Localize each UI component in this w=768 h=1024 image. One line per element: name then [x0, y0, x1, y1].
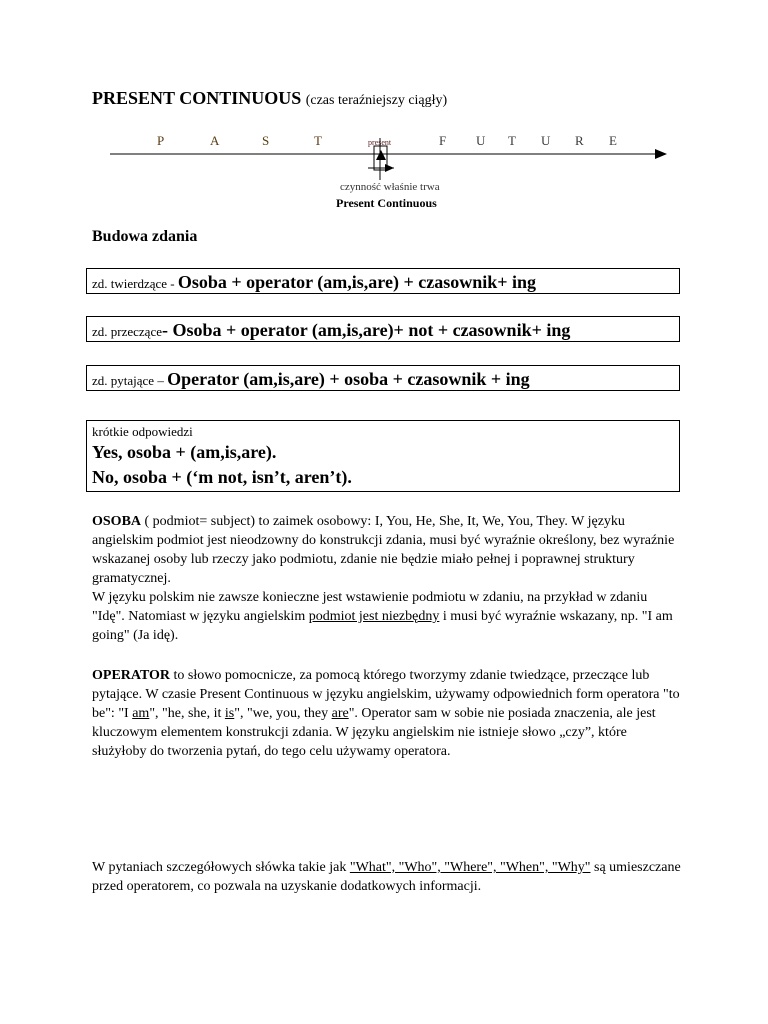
questions-text-1: W pytaniach szczegółowych słówka takie jak [92, 860, 350, 875]
timeline-future-letter: U [476, 133, 486, 148]
short-answer-yes: Yes, osoba + (am,is,are). [92, 442, 277, 462]
question-formula: Operator (am,is,are) + osoba + czasownik + ing [167, 369, 530, 389]
questions-text-2: są umieszczane przed operatorem, co pozwala na uzyskanie dodatkowych informacji. [92, 860, 681, 894]
negative-box [86, 316, 680, 342]
timeline-arrowhead [655, 149, 667, 159]
operator-text-1: to słowo pomocnicze, za pomocą którego tworzymy zdanie twiedzące, przeczące lub pytające. W czasie Present Continuous w języku angielskim, używamy odpowiednich form operatora "to be": "I [92, 668, 680, 721]
timeline-future-letter: E [609, 133, 617, 148]
timeline-label: Present Continuous [336, 196, 437, 210]
section-heading: Budowa zdania [92, 228, 198, 245]
osoba-text-2: W języku polskim nie zawsze konieczne jest wstawienie podmiotu w zdaniu, na przykład w zdaniu "Idę". Natomiast w języku angielskim [92, 590, 648, 624]
short-answers-label: krótkie odpowiedzi [92, 424, 193, 439]
timeline-past-letter: P [157, 133, 165, 148]
operator-am: am [132, 706, 150, 721]
osoba-text-3: i musi być wyraźnie wskazany, np. "I am going" (Ja idę). [92, 609, 673, 643]
question-words: "What", "Who", "Where", "When", "Why" [349, 860, 591, 875]
title-subtitle: (czas teraźniejszy ciągły) [305, 93, 448, 108]
timeline-past-letter: A [210, 133, 220, 148]
timeline-future-letter: F [439, 133, 447, 148]
operator-term: OPERATOR [92, 668, 171, 683]
affirmative-box [86, 268, 680, 294]
short-answers-box [86, 420, 680, 492]
question-label: zd. pytające – [92, 373, 168, 388]
questions-paragraph [92, 858, 682, 896]
operator-are: are [331, 706, 349, 721]
short-answer-no: No, osoba + (‘m not, isn’t, aren’t). [92, 467, 352, 487]
negative-label: zd. przeczące [92, 324, 162, 339]
osoba-underline: podmiot jest niezbędny [308, 609, 440, 624]
affirmative-formula: Osoba + operator (am,is,are) + czasownik+ ing [177, 272, 536, 292]
operator-paragraph [92, 666, 682, 761]
title-main: PRESENT CONTINUOUS [92, 88, 302, 108]
timeline-past-letter: S [262, 133, 270, 148]
timeline-future-letter: T [508, 133, 516, 148]
osoba-paragraph [92, 512, 682, 645]
timeline-future-letter: U [541, 133, 551, 148]
osoba-term: OSOBA [92, 514, 142, 529]
operator-is: is [224, 706, 235, 721]
timeline-present-marker: present [368, 138, 392, 147]
operator-text-3: ", "we, you, they [234, 706, 332, 721]
negative-formula: - Osoba + operator (am,is,are)+ not + czasownik+ ing [162, 320, 571, 340]
present-triangle-up [376, 150, 386, 160]
timeline-note: czynność właśnie trwa [340, 181, 440, 193]
timeline-past-letter: T [314, 133, 322, 148]
question-box [86, 365, 680, 391]
timeline-future-letter: R [575, 133, 584, 148]
affirmative-label: zd. twierdzące - [92, 276, 178, 291]
osoba-text-1: ( podmiot= subject) to zaimek osobowy: I, You, He, She, It, We, You, They. W języku angielskim podmiot jest nieodzowny do konstrukcji zdania, musi być wyraźnie określony, bez wyraźnie wskazanej osoby lub rzeczy jako podmiotu, zdanie nie będzie miało pełnej i poprawnej struktury gramatycznej. [92, 514, 675, 586]
present-arrow-right [385, 164, 394, 172]
operator-text-4: ". Operator sam w sobie nie posiada znaczenia, ale jest kluczowym elementem konstrukcji zdania. W języku angielskim nie istnieje słowo „czy”, które służyłoby do tworzenia pytań, do tego celu używamy operatora. [92, 706, 656, 759]
operator-text-2: ", "he, she, it [149, 706, 225, 721]
